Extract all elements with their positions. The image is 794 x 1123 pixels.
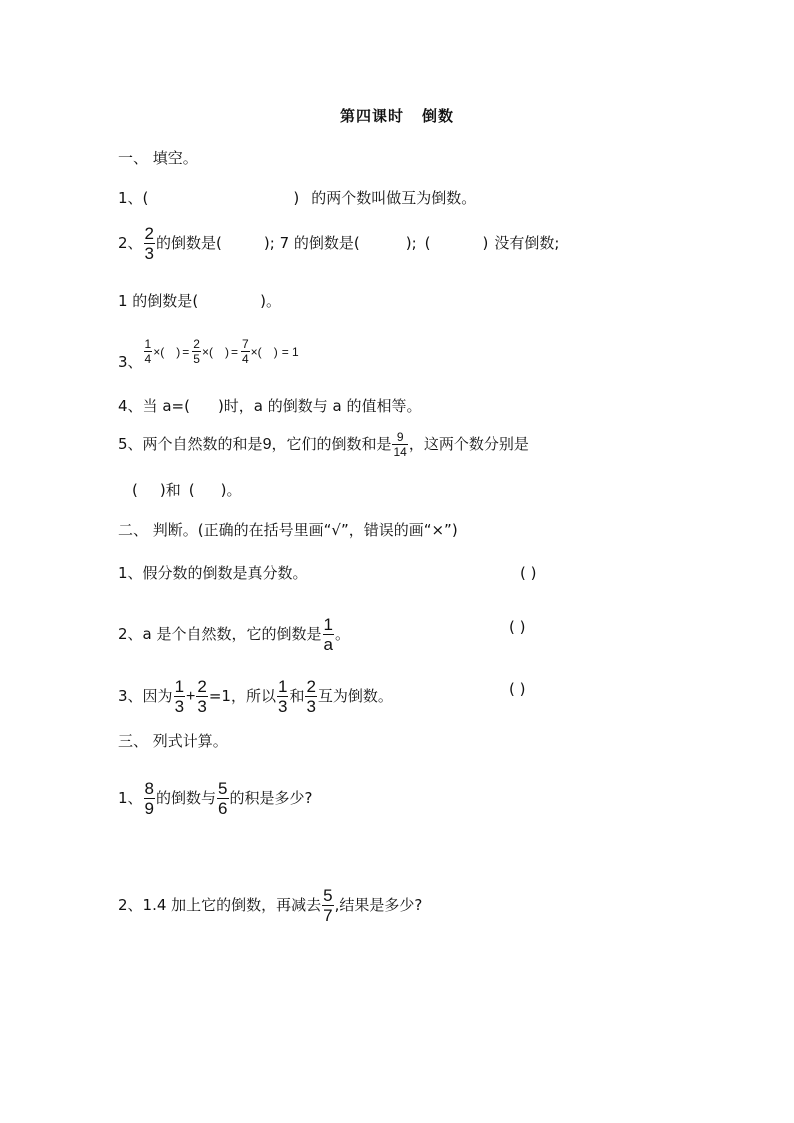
s2-q3-b-num: 2 <box>197 677 207 696</box>
s2-q3-fraction-b <box>196 677 207 716</box>
s3-q2-text2: ,结果是多少? <box>334 896 423 914</box>
s1-q4 <box>118 396 422 416</box>
s1-q2-paren-r4: ) <box>260 292 267 310</box>
s1-q5-text3: ，这两个数分别是 <box>408 435 529 453</box>
s1-q3-f1-den: 4 <box>144 352 152 366</box>
s2-q3-answer-box[interactable]: ( ) <box>509 680 526 698</box>
s3-q1-fraction-a <box>144 779 155 818</box>
s1-q5 <box>118 430 529 459</box>
s3-q2-text1: 1.4 加上它的倒数，再减去 <box>142 896 322 914</box>
s1-q2-text3: ; <box>411 234 417 252</box>
s1-q3-tail: = 1 <box>281 345 299 359</box>
s3-q1-b-num: 5 <box>218 779 228 798</box>
s1-q3-index: 3、 <box>118 353 143 371</box>
s2-q3-a-den: 3 <box>174 697 185 716</box>
s2-q3-c-num: 1 <box>277 677 288 696</box>
s2-q1-answer-box[interactable]: ( ) <box>520 564 537 582</box>
s1-q1-text: 的两个数叫做互为倒数。 <box>311 189 477 207</box>
page-title <box>0 105 794 126</box>
s1-q5-line2 <box>132 480 241 500</box>
s1-q3-fraction3 <box>241 337 250 366</box>
s1-q5-text2: ，它们的倒数和是 <box>271 435 392 453</box>
s2-q3-fraction-c <box>277 677 288 716</box>
s1-q5-paren-r2: ) <box>220 481 227 499</box>
s1-q5-text1: 两个自然数的和是 <box>142 435 263 453</box>
s1-q4-right-paren: ) <box>217 397 224 415</box>
s1-q1-index: 1、 <box>118 189 143 207</box>
s2-q2 <box>118 615 350 654</box>
s2-q3-and: 和 <box>289 687 305 705</box>
title-main: 第四课时 <box>339 107 404 125</box>
s1-q5-paren-l2: ( <box>188 481 195 499</box>
section1-heading: 一、 填空。 <box>118 149 198 167</box>
s2-q3-fraction-d <box>305 677 316 716</box>
s2-q3-plus: + <box>186 688 196 705</box>
s1-q2-fraction-numerator: 2 <box>144 224 155 243</box>
s1-q2-paren-r3: ) <box>482 234 489 252</box>
s1-q4-text1: 当 a= <box>142 397 185 415</box>
s3-q1-b-den: 6 <box>218 799 228 818</box>
s1-q5-and: 和 <box>165 481 181 499</box>
s1-q5-fraction-den: 14 <box>393 445 407 459</box>
s1-q2-paren-l1: ( <box>216 234 222 252</box>
s1-q3-fraction1 <box>144 337 153 366</box>
s1-q2-line2 <box>118 291 281 311</box>
s2-q2-fraction <box>323 615 334 654</box>
s1-q2 <box>118 224 559 263</box>
s3-q1-index: 1、 <box>118 789 143 807</box>
s1-q2-text2: ; 7 的倒数是 <box>269 234 354 252</box>
s1-q5-paren-l1: ( <box>132 481 138 499</box>
s2-q2-fraction-num: 1 <box>323 615 333 634</box>
s2-q3-fraction-a <box>174 677 185 716</box>
s3-q2-fraction-num: 5 <box>323 886 333 905</box>
s3-q1-text1: 的倒数与 <box>156 789 217 807</box>
s1-q3-fraction2 <box>192 337 201 366</box>
s2-q3-eq: =1，所以 <box>208 687 276 705</box>
s1-q2-index: 2、 <box>118 234 143 252</box>
s2-q2-index: 2、 <box>118 625 143 643</box>
s2-q3-text2: 互为倒数。 <box>317 687 393 705</box>
s3-q1-text2: 的积是多少? <box>229 789 313 807</box>
s1-q3-f2-den: 5 <box>193 352 200 366</box>
s1-q2-paren-r1: ) <box>263 234 270 252</box>
s3-q2-index: 2、 <box>118 896 143 914</box>
s2-q3-b-den: 3 <box>197 697 207 716</box>
s1-q4-index: 4、 <box>118 397 143 415</box>
section3-heading: 三、 列式计算。 <box>118 732 228 750</box>
s1-q2-paren-r2: ) <box>405 234 412 252</box>
s1-q2-end: 。 <box>266 292 282 310</box>
s3-q2-fraction-den: 7 <box>323 906 333 925</box>
s1-q4-text2: 时，a 的倒数与 a 的值相等。 <box>223 397 422 415</box>
s3-q1 <box>118 779 312 818</box>
s2-q3-d-den: 3 <box>306 697 316 716</box>
s1-q2-fraction <box>144 224 155 263</box>
title-sub: 倒数 <box>422 107 455 125</box>
s1-q3 <box>118 337 299 371</box>
s2-q3 <box>118 677 393 716</box>
section2-heading: 二、 判断。(正确的在括号里画“√”，错误的画“×”) <box>118 521 458 539</box>
s1-q4-left-paren: ( <box>184 397 190 415</box>
s3-q2-fraction <box>322 886 333 925</box>
s1-q3-f3-num: 7 <box>241 337 249 351</box>
s2-q2-fraction-den: a <box>323 635 333 654</box>
s1-q5-fraction-num: 9 <box>396 430 404 444</box>
s2-q3-c-den: 3 <box>277 697 288 716</box>
s1-q3-times2: ×( <box>201 345 213 359</box>
s2-q1 <box>118 563 308 583</box>
s2-q3-text1: 因为 <box>142 687 173 705</box>
s1-q3-close1: ) <box>176 345 181 359</box>
s1-q5-paren-r1: ) <box>159 481 166 499</box>
s1-q3-close3: ) <box>273 345 278 359</box>
s1-q3-f3-den: 4 <box>241 352 249 366</box>
s1-q2-line2-text: 1 的倒数是 <box>118 292 193 310</box>
s1-q3-close2: ) <box>224 345 229 359</box>
s1-q5-sum: 9 <box>262 436 272 453</box>
s2-q3-index: 3、 <box>118 687 143 705</box>
s1-q1 <box>118 188 476 208</box>
s1-q2-paren-l3: ( <box>424 234 431 252</box>
s1-q2-paren-l4: ( <box>192 292 199 310</box>
s1-q3-equals2: = <box>230 345 238 359</box>
s1-q1-right-paren: ) <box>293 189 300 207</box>
s1-q5-fraction <box>392 430 407 459</box>
s2-q3-d-num: 2 <box>306 677 316 696</box>
s3-q2 <box>118 886 422 925</box>
s1-q2-fraction-denominator: 3 <box>144 244 155 263</box>
s3-q1-fraction-b <box>217 779 228 818</box>
s1-q2-text1: 的倒数是 <box>156 234 217 252</box>
s2-q2-end: 。 <box>334 625 350 643</box>
s1-q3-f1-num: 1 <box>144 337 152 351</box>
s1-q3-equals1: = <box>182 345 190 359</box>
s1-q3-times3: ×( <box>250 345 262 359</box>
s3-q1-a-den: 9 <box>144 799 155 818</box>
s3-q1-a-num: 8 <box>144 779 155 798</box>
s2-q1-index: 1、 <box>118 564 143 582</box>
s2-q3-a-num: 1 <box>174 677 185 696</box>
s1-q2-paren-l2: ( <box>353 234 360 252</box>
s1-q2-text4: 没有倒数; <box>494 234 560 252</box>
s2-q2-answer-box[interactable]: ( ) <box>509 618 526 636</box>
s1-q1-left-paren: ( <box>142 189 149 207</box>
s2-q2-text: a 是个自然数，它的倒数是 <box>142 625 322 643</box>
s1-q5-end: 。 <box>226 481 242 499</box>
s2-q1-text: 假分数的倒数是真分数。 <box>142 564 308 582</box>
s1-q5-index: 5、 <box>118 435 143 453</box>
s1-q3-f2-num: 2 <box>193 337 200 351</box>
s1-q3-times1: ×( <box>153 345 165 359</box>
